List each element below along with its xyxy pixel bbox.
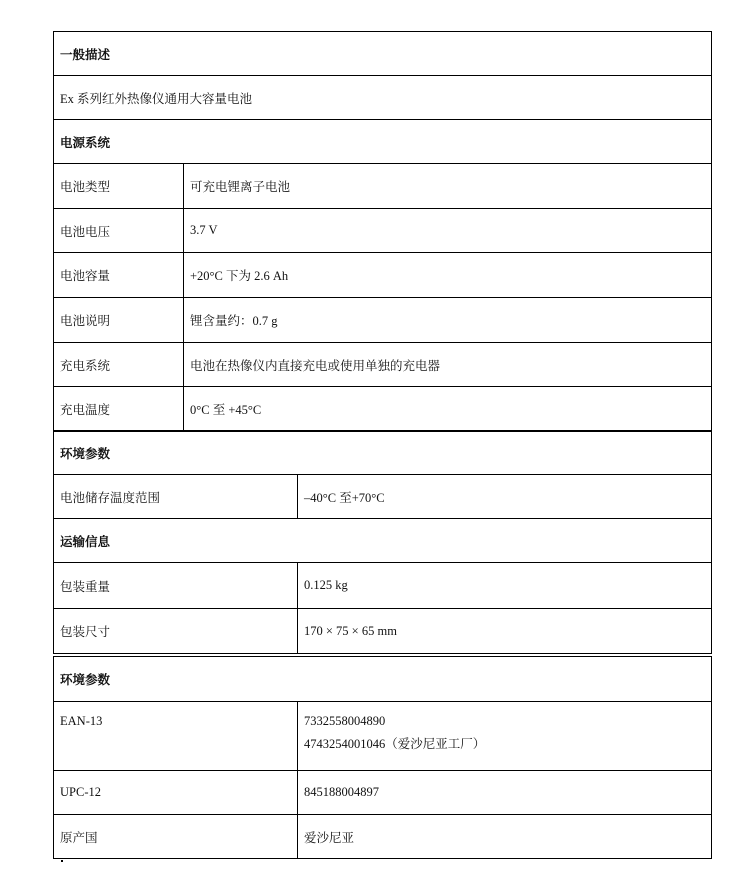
row-value: 锂含量约：0.7 g <box>183 298 711 342</box>
row-label: 包装尺寸 <box>60 625 111 639</box>
section-header-general <box>54 32 711 75</box>
row-value <box>297 702 711 770</box>
spec-table-codes <box>53 656 712 859</box>
table-row <box>54 297 711 342</box>
table-row <box>54 562 711 608</box>
row-label: 电池电压 <box>60 224 111 239</box>
general-description: Ex 系列红外热像仪通用大容量电池 <box>60 91 253 106</box>
table-row <box>54 814 711 858</box>
upc-value: 845188004897 <box>297 771 711 814</box>
general-description-row <box>54 75 711 119</box>
ean-value-2: 4743254001046（爱沙尼亚工厂） <box>304 737 486 751</box>
row-label: 充电系统 <box>60 358 111 373</box>
section-title: 环境参数 <box>60 673 111 687</box>
row-value: 0°C 至 +45°C <box>183 387 711 430</box>
section-title: 环境参数 <box>60 447 111 461</box>
section-header-codes <box>54 657 711 701</box>
table-row <box>54 208 711 252</box>
origin-value: 爱沙尼亚 <box>297 815 711 858</box>
section-title: 电源系统 <box>60 135 111 150</box>
table-row <box>54 342 711 386</box>
section-title: 运输信息 <box>60 534 111 549</box>
origin-label: 原产国 <box>60 830 98 845</box>
row-label: 电池容量 <box>60 269 111 283</box>
ean-value-1: 7332558004890 <box>304 714 386 728</box>
row-value: +20°C 下为 2.6 Ah <box>183 253 711 297</box>
table-row <box>54 474 711 518</box>
row-label: 电池类型 <box>60 180 111 194</box>
row-value: 3.7 V <box>183 209 711 252</box>
table-row <box>54 770 711 814</box>
stray-mark <box>61 860 63 862</box>
section-header-shipping <box>54 518 711 562</box>
ean-label: EAN-13 <box>60 714 103 728</box>
row-value: 可充电锂离子电池 <box>183 164 711 208</box>
table-row <box>54 608 711 653</box>
table-row <box>54 386 711 430</box>
table-row <box>54 252 711 297</box>
row-value: –40°C 至+70°C <box>297 475 711 518</box>
table-row <box>54 163 711 208</box>
row-label: 电池储存温度范围 <box>60 490 161 505</box>
row-label <box>54 702 297 770</box>
row-label: 电池说明 <box>60 314 111 328</box>
row-label: 包装重量 <box>60 579 111 594</box>
section-header-power <box>54 119 711 163</box>
upc-label: UPC-12 <box>60 785 101 799</box>
section-header-environment <box>54 430 711 474</box>
table-row <box>54 701 711 770</box>
row-value: 170 × 75 × 65 mm <box>297 609 711 653</box>
row-label: 充电温度 <box>60 402 111 417</box>
section-title: 一般描述 <box>60 47 111 62</box>
row-value: 电池在热像仪内直接充电或使用单独的充电器 <box>183 343 711 386</box>
row-value: 0.125 kg <box>297 563 711 608</box>
spec-table-main <box>53 31 712 654</box>
